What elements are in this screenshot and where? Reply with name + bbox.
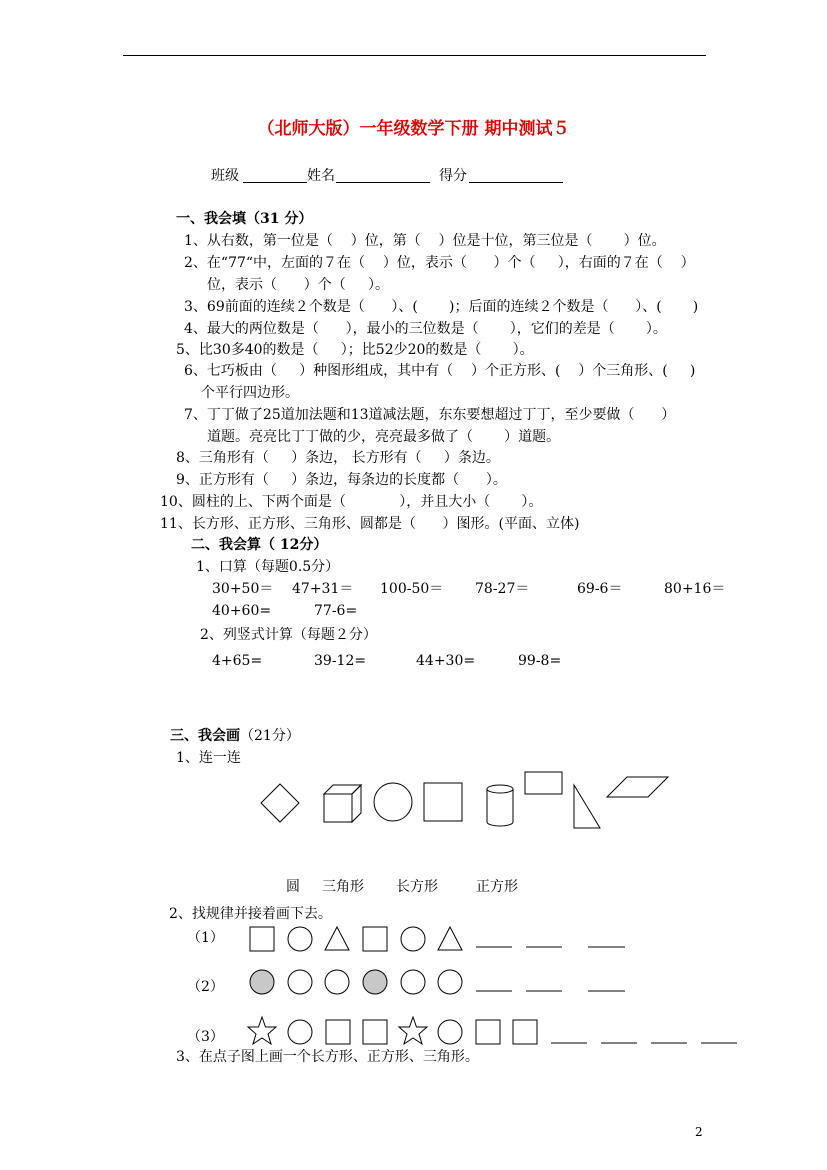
circle-shape (438, 970, 462, 994)
section2-heading: 二、我会算（ 12分） (191, 537, 328, 553)
cylinder-shape[interactable] (487, 785, 513, 826)
question-line: 7、丁丁做了25道加法题和13道减法题，东东要想超过丁丁，至少要做（ ） (184, 407, 676, 423)
square-shape[interactable] (424, 783, 462, 821)
question-line: 3、69前面的连续２个数是（ ）、( )；后面的连续２个数是（ ）、( ) (184, 299, 699, 315)
square-shape (250, 927, 274, 951)
question-line: 11、长方形、正方形、三角形、圆都是（ ）图形。(平面、立体) (160, 516, 580, 532)
oral-item: 69-6＝ (577, 581, 623, 597)
question-line: 6、七巧板由（ ）种图形组成，其中有（ ）个正方形、( ）个三角形、( ) (184, 363, 696, 379)
triangle-shape (325, 927, 349, 950)
score-label: 得分 (439, 168, 467, 184)
shape-name-circle[interactable]: 圆 (286, 879, 300, 895)
oral-calc-heading: 1、口算（每题0.5分） (196, 559, 340, 575)
oral-item: 78-27＝ (475, 581, 530, 597)
oral-item: 47+31＝ (292, 581, 354, 597)
question-line: 2、在“77“中，左面的７在（ ）位，表示（ ）个（ ），右面的７在（ ） (184, 255, 695, 271)
vertical-item: 99-8= (518, 653, 562, 669)
triangle-shape[interactable] (574, 785, 600, 828)
star-shape (399, 1017, 427, 1044)
circle-shape (288, 1020, 312, 1044)
square-shape (513, 1020, 537, 1044)
shaded-circle-shape (250, 970, 274, 994)
question-line: 10、圆柱的上、下两个面是（ ），并且大小（ ）。 (160, 494, 543, 510)
oral-item: 80+16＝ (664, 581, 726, 597)
question-line: 个平行四边形。 (201, 385, 299, 401)
page-title: （北师大版）一年级数学下册 期中测试５ (257, 119, 570, 139)
question-line: 5、比30多40的数是（ ）；比52少20的数是（ ）。 (176, 342, 534, 358)
oral-item: 30+50＝ (212, 581, 274, 597)
shape-name-rectangle[interactable]: 长方形 (396, 879, 438, 895)
vertical-item: 44+30= (416, 653, 476, 669)
pattern-row-label: （2） (187, 979, 224, 995)
parallelogram-shape[interactable] (607, 777, 668, 797)
page-number: 2 (695, 1125, 703, 1139)
circle-shape (401, 927, 425, 951)
square-shape (326, 1020, 350, 1044)
oral-item: 40+60= (212, 603, 272, 619)
circle-shape[interactable] (374, 783, 412, 821)
question-line: 4、最大的两位数是（ ），最小的三位数是（ ），它们的差是（ ）。 (184, 321, 667, 337)
circle-shape (288, 927, 312, 951)
pattern-row-label: （3） (187, 1029, 224, 1045)
question-line: 9、正方形有（ ）条边，每条边的长度都（ ）。 (176, 472, 507, 488)
section3-heading-text: 三、我会画 (170, 728, 240, 744)
vertical-calc-heading: 2、列竖式计算（每题２分） (200, 627, 377, 643)
square-shape (363, 927, 387, 951)
class-label: 班级 (211, 168, 239, 184)
shape-name-triangle[interactable]: 三角形 (322, 879, 364, 895)
circle-shape (401, 970, 425, 994)
diamond-shape[interactable] (261, 784, 299, 822)
star-shape (248, 1017, 276, 1044)
vertical-item: 39-12= (314, 653, 367, 669)
rectangle-shape[interactable] (525, 772, 562, 794)
oral-item: 100-50＝ (380, 581, 444, 597)
question-line: 1、从右数，第一位是（ ）位，第（ ）位是十位，第三位是（ ）位。 (184, 233, 666, 249)
square-shape (363, 1020, 387, 1044)
question-line: 8、三角形有（ ）条边， 长方形有（ ）条边。 (176, 450, 500, 466)
oral-item: 77-6= (314, 603, 358, 619)
connect-heading: 1、连一连 (176, 750, 241, 766)
name-label: 姓名 (307, 168, 335, 184)
circle-shape (288, 970, 312, 994)
shape-name-square[interactable]: 正方形 (476, 879, 518, 895)
pattern-row-label: （1） (187, 930, 224, 946)
circle-shape (438, 1020, 462, 1044)
shaded-circle-shape (363, 970, 387, 994)
dot-grid-heading: 3、在点子图上画一个长方形、正方形、三角形。 (176, 1049, 479, 1065)
question-line: 道题。亮亮比丁丁做的少，亮亮最多做了（ ）道题。 (207, 429, 561, 445)
circle-shape (325, 970, 349, 994)
section1-heading: 一、我会填（31 分） (176, 211, 313, 227)
triangle-shape (438, 927, 462, 950)
pattern-heading: 2、找规律并接着画下去。 (169, 906, 332, 922)
section3-heading-score: （21分） (240, 728, 300, 744)
cube-shape[interactable] (324, 785, 361, 822)
vertical-item: 4+65= (212, 653, 263, 669)
square-shape (476, 1020, 500, 1044)
question-line: 位，表示（ ）个（ ）。 (207, 277, 389, 293)
